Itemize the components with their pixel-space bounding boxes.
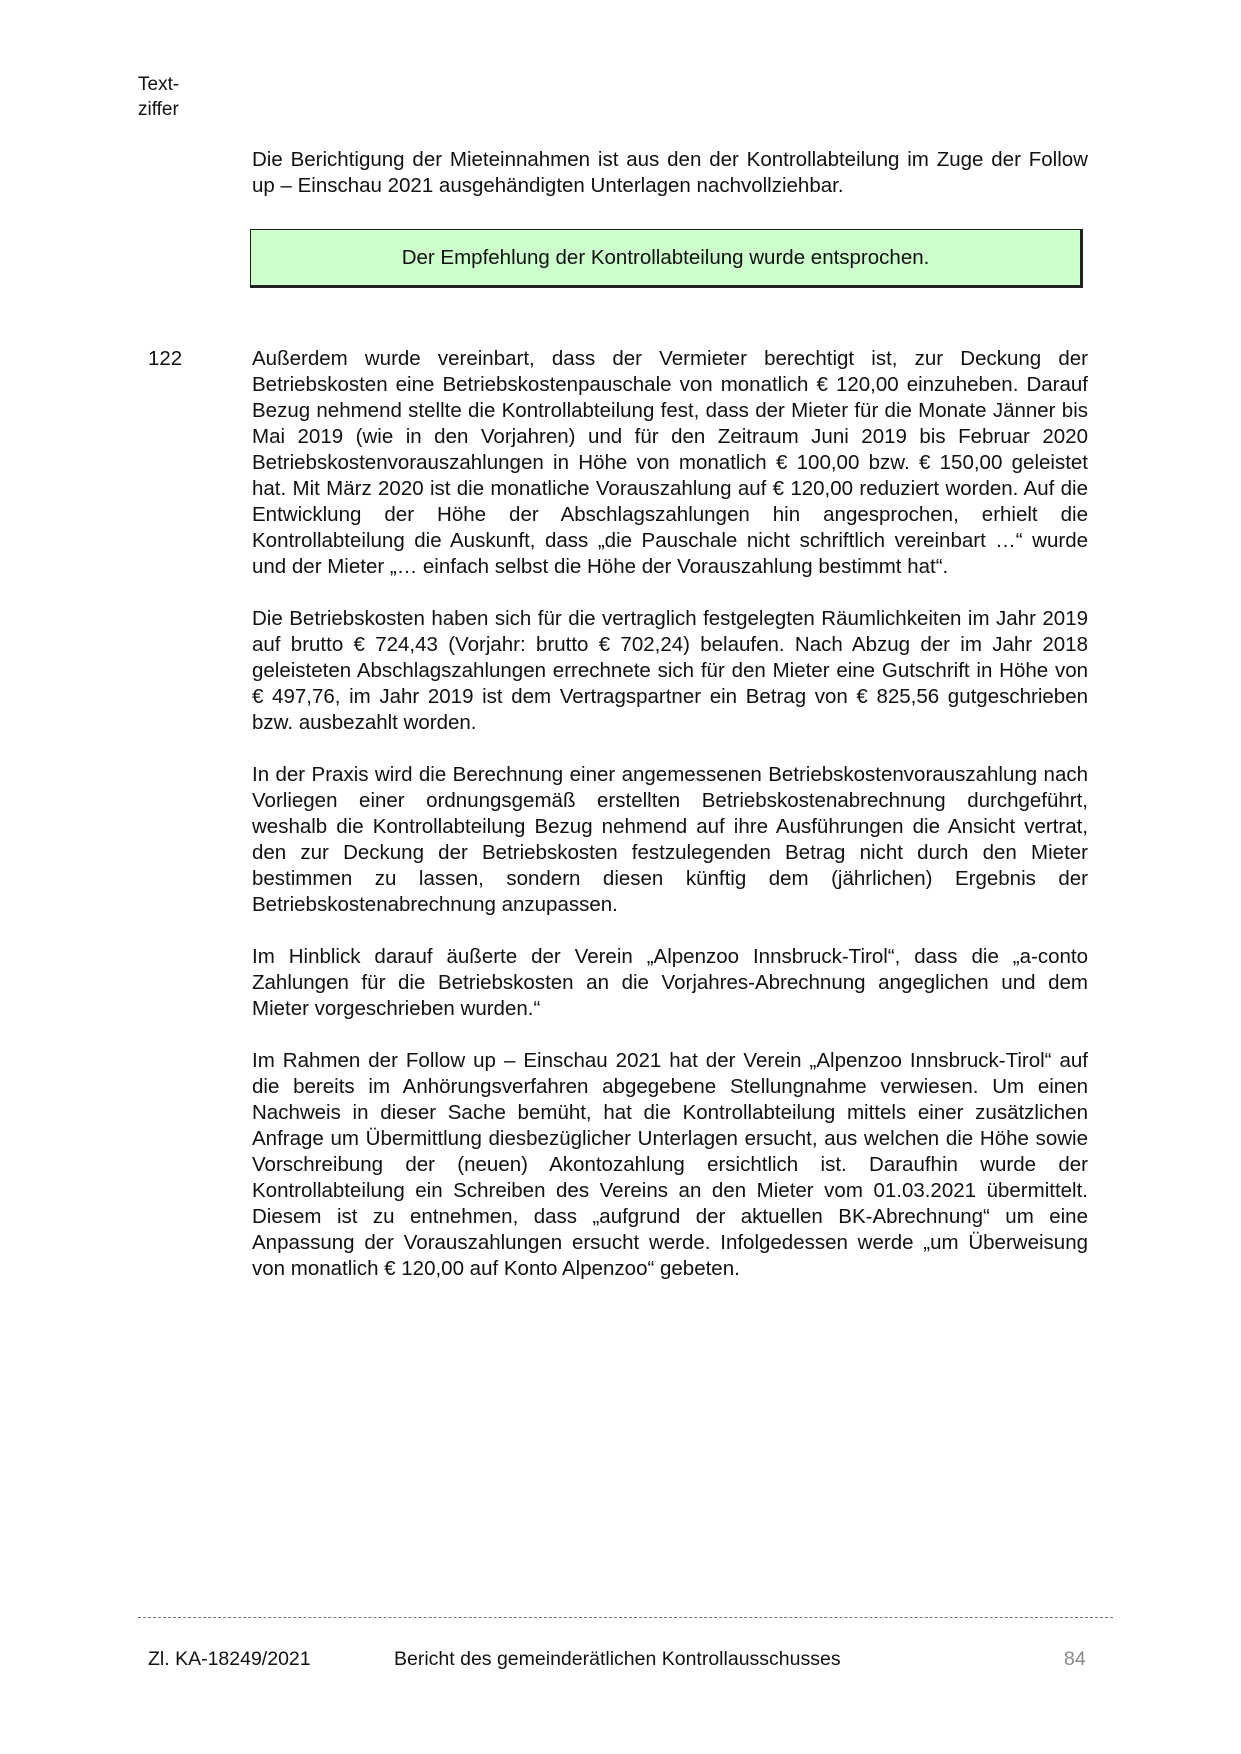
section-paragraph-4: Im Hinblick darauf äußerte der Verein „Alpenzoo Innsbruck-Tirol“, dass die „a-conto Zahlungen für die Betriebskosten an die Vorjahres-Abrechnung angeglichen und dem Mieter vorgeschrieben wurden.“	[252, 945, 1088, 1020]
section-paragraph-2: Die Betriebskosten haben sich für die vertraglich festgelegten Räumlichkeiten im Jahr 2019 auf brutto € 724,43 (Vorjahr: brutto € 702,24) belaufen. Nach Abzug der im Jahr 2018 geleisteten Abschlagszahlungen errechnete sich für den Mieter eine Gutschrift in Höhe von € 497,76, im Jahr 2019 ist dem Vertragspartner ein Betrag von € 825,56 gutgeschrieben bzw. ausbezahlt worden.	[252, 607, 1088, 734]
footer-page-number: 84	[1064, 1648, 1086, 1670]
section-paragraph-5: Im Rahmen der Follow up – Einschau 2021 hat der Verein „Alpenzoo Innsbruck-Tirol“ auf die bereits im Anhörungsverfahren abgegebene Stellungnahme verwiesen. Um einen Nachweis in dieser Sache bemüht, hat die Kontrollabteilung mittels einer zusätzlichen Anfrage um Übermittlung diesbezüglicher Unterlagen ersucht, aus welchen die Höhe sowie Vorschreibung der (neuen) Akontozahlung ersichtlich ist. Daraufhin wurde der Kontrollabteilung ein Schreiben des Vereins an den Mieter vom 01.03.2021 übermittelt. Diesem ist zu entnehmen, dass „aufgrund der aktuellen BK-Abrechnung“ um eine Anpassung der Vorauszahlungen ersucht werde. Infolgedessen werde „um Überweisung von monatlich € 120,00 auf Konto Alpenzoo“ gebeten.	[252, 1049, 1088, 1280]
section-number: 122	[148, 347, 183, 370]
recommendation-box	[250, 229, 1083, 288]
intro-paragraph: Die Berichtigung der Mieteinnahmen ist aus den der Kontrollabteilung im Zuge der Follow up – Einschau 2021 ausgehändigten Unterlagen nachvollziehbar.	[252, 148, 1088, 197]
section-body	[252, 346, 1088, 1308]
margin-label-line-1: Text-	[138, 74, 180, 95]
footer-divider	[138, 1617, 1113, 1618]
section-paragraph-3: In der Praxis wird die Berechnung einer angemessenen Betriebskostenvorauszahlung nach Vorliegen einer ordnungsgemäß erstellten Betriebskostenabrechnung durchgeführt, weshalb die Kontrollabteilung Bezug nehmend auf ihre Ausführungen die Ansicht vertrat, den zur Deckung der Betriebskosten festzulegenden Betrag nicht durch den Mieter bestimmen zu lassen, sondern diesen künftig dem (jährlichen) Ergebnis der Betriebskostenabrechnung anzupassen.	[252, 763, 1088, 916]
recommendation-text: Der Empfehlung der Kontrollabteilung wurde entsprochen.	[401, 245, 930, 269]
section-paragraph-1: Außerdem wurde vereinbart, dass der Vermieter berechtigt ist, zur Deckung der Betriebskosten eine Betriebskostenpauschale von monatlich € 120,00 einzuheben. Darauf Bezug nehmend stellte die Kontrollabteilung fest, dass der Mieter für die Monate Jänner bis Mai 2019 (wie in den Vorjahren) und für den Zeitraum Juni 2019 bis Februar 2020 Betriebskostenvorauszahlungen in Höhe von monatlich € 100,00 bzw. € 150,00 geleistet hat. Mit März 2020 ist die monatliche Vorauszahlung auf € 120,00 reduziert worden. Auf die Entwicklung der Höhe der Abschlagszahlungen hin angesprochen, erhielt die Kontrollabteilung die Auskunft, dass „die Pauschale nicht schriftlich vereinbart …“ wurde und der Mieter „… einfach selbst die Höhe der Vorauszahlung bestimmt hat“.	[252, 347, 1088, 578]
footer-report-title: Bericht des gemeinderätlichen Kontrollausschusses	[394, 1648, 841, 1670]
footer-reference: Zl. KA-18249/2021	[148, 1648, 311, 1670]
margin-label-textziffer	[138, 72, 179, 122]
margin-label-line-2: ziffer	[138, 99, 179, 120]
